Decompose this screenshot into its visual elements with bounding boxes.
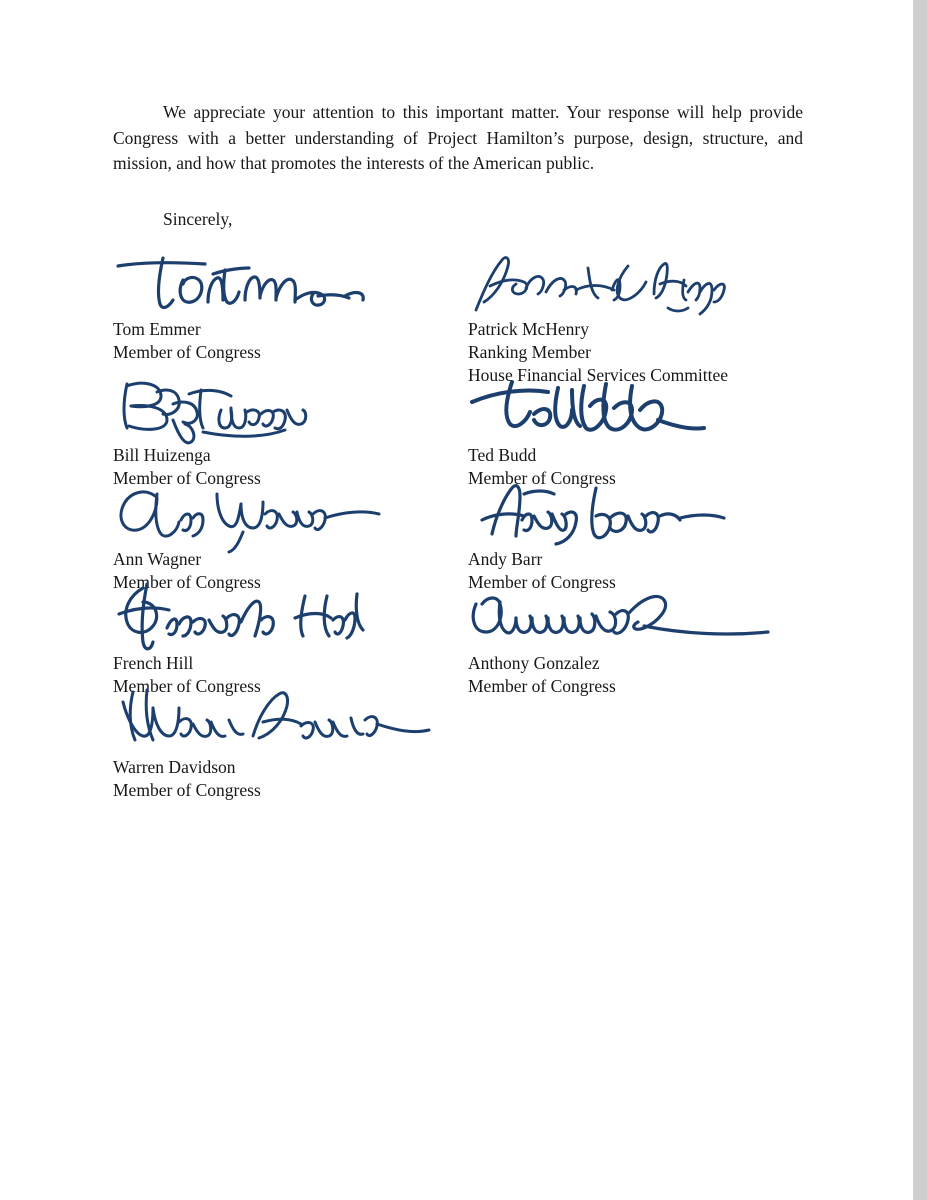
signature-block [113,260,473,364]
warren-davidson-signature [113,698,453,756]
page-edge-shadow [913,0,927,1200]
patrick-mchenry-signature [468,260,808,318]
signatory-name: French Hill [113,653,194,674]
signatory-role: Member of Congress [113,341,261,362]
signatory-name: Anthony Gonzalez [468,653,600,674]
andy-barr-signature [468,490,808,548]
signature-block [113,386,473,490]
signatory-name: Bill Huizenga [113,445,211,466]
signatory-name: Andy Barr [468,549,543,570]
signatory-role: Member of Congress [113,675,261,696]
ann-wagner-signature [113,490,453,548]
signature-block [113,698,473,802]
closing-salutation: Sincerely, [163,209,233,230]
signatory-name: Ted Budd [468,445,537,466]
signatory-role: Member of Congress [468,675,616,696]
signatory-committee: House Financial Services Committee [468,364,729,385]
signatory-name: Tom Emmer [113,319,201,340]
signature-block [468,386,828,490]
signatory-role: Ranking Member [468,341,591,362]
signatory-name: Ann Wagner [113,549,202,570]
signature-block [113,490,473,594]
signatory-role: Member of Congress [468,571,616,592]
closing-paragraph: We appreciate your attention to this important matter. Your response will help provide Congress with a better understanding of Project Hamilton’s purpose, design, structure, and mission, and how that promotes the interests of the American public. [113,102,803,174]
signatory-role: Member of Congress [468,467,616,488]
signature-block [468,490,828,594]
french-hill-signature [113,594,453,652]
signature-block [113,594,473,698]
bill-huizenga-signature [113,386,453,444]
anthony-gonzalez-signature [468,594,808,652]
signature-block [468,594,828,698]
signature-block [468,260,828,386]
signatory-name: Patrick McHenry [468,319,590,340]
signatory-role: Member of Congress [113,467,261,488]
signatory-role: Member of Congress [113,779,261,800]
ted-budd-signature [468,386,808,444]
letter-content [113,100,803,820]
tom-emmer-signature [113,260,453,318]
signatory-name: Warren Davidson [113,757,236,778]
signature-grid [113,260,803,820]
signatory-role: Member of Congress [113,571,261,592]
